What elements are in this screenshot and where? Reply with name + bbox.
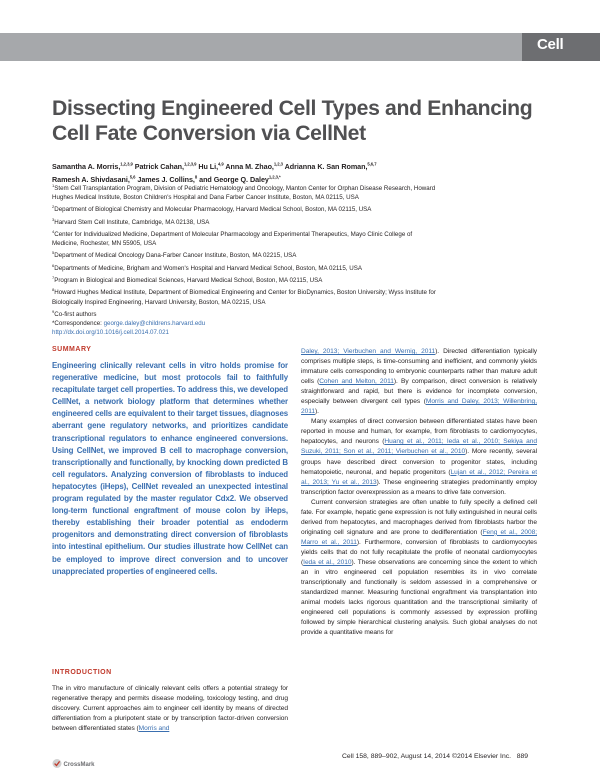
- page-number: 889: [516, 753, 529, 760]
- citation-link[interactable]: Morris and Daley, 2013; Willenbring, 2011: [301, 398, 537, 416]
- affiliations: [52, 181, 557, 337]
- citation-link[interactable]: Huang et al., 2011; Ieda et al., 2010; Sekiya and Suzuki, 2011; Son et al., 2011; Vierbuchen et al., 2010: [301, 438, 537, 456]
- footer-citation: [342, 753, 528, 760]
- affiliation-text: Department of Medical Oncology Dana-Farber Cancer Institute, Boston, MA 02215, USA: [54, 252, 297, 260]
- affiliation-number: 2: [52, 204, 55, 210]
- crossmark-text: CrossMark: [63, 762, 95, 768]
- crossmark-icon: [52, 758, 100, 769]
- footer-citation-text: Cell 158, 889–902, August 14, 2014 ©2014 Elsevier Inc.: [342, 753, 512, 760]
- author: [135, 162, 197, 171]
- affiliation-list: [52, 181, 557, 319]
- crossmark-logo[interactable]: [52, 756, 100, 774]
- author: [198, 162, 223, 171]
- affiliation-number: 7: [52, 275, 55, 280]
- author-name: James J. Collins,: [137, 175, 195, 185]
- affiliation-line: [52, 307, 557, 319]
- affiliation-line: [52, 202, 557, 214]
- affiliation-number: 6: [52, 262, 55, 268]
- correspondence-label: *Correspondence:: [52, 320, 104, 327]
- affiliation-text: Medicine, Rochester, MN 55905, USA: [52, 240, 157, 248]
- affiliation-number: 1: [52, 183, 55, 188]
- affiliation-number: 8: [52, 287, 55, 293]
- citation-link[interactable]: Ieda et al., 2010: [303, 558, 352, 566]
- author-name: Samantha A. Morris,: [52, 162, 121, 172]
- affiliation-line: [52, 248, 557, 260]
- affiliation-text: Program in Biological and Biomedical Sciences, Harvard Medical School, Boston, MA 02115, USA: [54, 277, 323, 285]
- summary-heading: SUMMARY: [52, 346, 92, 353]
- intro-citation-link[interactable]: Morris and: [138, 725, 170, 733]
- author-name: Hu Li,: [198, 162, 219, 172]
- citation-link[interactable]: Daley, 2013; Vierbuchen and Wernig, 2011: [301, 348, 436, 355]
- citation-link[interactable]: Feng et al., 2008; Marro et al., 2011: [301, 528, 537, 546]
- paragraph-text: Current conversion strategies are often unable to fully specify a defined cell fate. For example, hepatic gene expression is not fully extinguished in neural cells derived from hepatocytes, and macrophages derived from fibroblasts harbor the originating cell signature and are prone to dedifferentiation (: [301, 498, 537, 536]
- paragraph-text: ). By comparison, direct conversion is relatively straightforward and rapid, but there is evidence for incomplete conversion, especially between divergent cell types (: [301, 378, 537, 406]
- paragraph-text: ). Furthermore, conversion of fibroblasts to cardiomyocytes yields cells that do not fully recapitulate the profile of neonatal cardiomyocytes (: [301, 538, 537, 566]
- correspondence-email-link[interactable]: george.daley@childrens.harvard.edu: [103, 320, 206, 327]
- right-column-text: [301, 347, 537, 638]
- author: [285, 162, 377, 171]
- journal-brand-label: Cell: [537, 36, 564, 53]
- affiliation-line: [52, 298, 557, 307]
- author-affiliation-marks: 8: [194, 174, 198, 180]
- affiliation-number: 4: [52, 229, 55, 234]
- citation-link[interactable]: Lujan et al., 2012; Pereira et al., 2013; Yu et al., 2013: [301, 468, 537, 486]
- intro-body: The in vitro manufacture of clinically relevant cells offers a potential strategy for regenerative therapy and permits disease modeling, toxicology testing, and drug discovery. Current approaches aim to engineer cell identity by means of directed differentiation from a pluripotent state or by transcription factor-driven conversion between differentiated states (: [52, 685, 288, 733]
- summary-text: Engineering clinically relevant cells in vitro holds promise for regenerative medicine, but most protocols fail to faithfully recapitulate target cell properties. To address this, we developed CellNet, a network biology platform that determines whether engineered cells are equivalent to their target tissues, diagnoses aberrant gene regulatory networks, and prioritizes candidate transcriptional regulators to enhance engineered conversions. Using CellNet, we improved B cell to macrophage conversion, transcriptionally and functionally, by knocking down predicted B cell regulators. Analyzing conversion of fibroblasts to induced hepatocytes (iHeps), CellNet revealed an unexpected intestinal program regulated by the master regulator Cdx2. We observed long-term functional engraftment of mouse colon by iHeps, thereby establishing their broader potential as endoderm progenitors and demonstrating direct conversion of fibroblasts into intestinal epithelium. Our studies illustrate how CellNet can be employed to improve direct conversion and to uncover unappreciated properties of engineered cells.: [52, 361, 288, 576]
- affiliation-number: 9: [52, 308, 55, 314]
- author-name: Anna M. Zhao,: [225, 162, 274, 172]
- affiliation-line: [52, 227, 557, 239]
- doi-link[interactable]: http://dx.doi.org/10.1016/j.cell.2014.07.021: [52, 329, 169, 337]
- introduction-heading: INTRODUCTION: [52, 669, 112, 676]
- affiliation-line: [52, 261, 557, 273]
- affiliation-line: [52, 239, 557, 248]
- introduction-text: [52, 684, 288, 734]
- affiliation-text: Biologically Inspired Engineering, Harvard University, Boston, MA 02215, USA: [52, 298, 266, 306]
- affiliation-line: [52, 193, 557, 202]
- doi-row: [52, 328, 557, 337]
- author-affiliation-marks: 4,9: [218, 162, 224, 167]
- affiliation-line: [52, 215, 557, 227]
- right-paragraph-2: [301, 417, 537, 497]
- article-title: Dissecting Engineered Cell Types and Enhancing Cell Fate Conversion via CellNet: [52, 97, 533, 145]
- right-paragraph-3: [301, 498, 537, 639]
- affiliation-text: Stem Cell Transplantation Program, Division of Pediatric Hematology and Oncology, Manton Center for Orphan Disease Research, Howard: [54, 185, 436, 193]
- paragraph-text: ). These engineering strategies predominantly employ transcription factor overexpression as a means to drive fate conversion.: [301, 478, 537, 496]
- affiliation-text: Howard Hughes Medical Institute, Department of Biomedical Engineering and Center for BioDynamics, Boston University; Wyss Institute for: [54, 289, 436, 297]
- author-affiliation-marks: 1,2,3,9: [183, 162, 197, 167]
- citation-link[interactable]: Cohen and Melton, 2011: [319, 378, 394, 386]
- right-paragraph-1: [301, 347, 537, 417]
- affiliation-number: 5: [52, 250, 55, 256]
- correspondence: [52, 319, 557, 328]
- affiliation-text: Harvard Stem Cell Institute, Cambridge, MA 02138, USA: [54, 218, 210, 226]
- paragraph-text: ). Directed differentiation typically comprises multiple steps, is time-consuming and inefficient, and commonly yields immature cells corresponding to embryonic counterparts rather than mature adult cells (: [301, 348, 537, 386]
- paragraph-text: ). More recently, several groups have described direct conversion to progenitor states, including hematopoietic, neuronal, and hepatic progenitors (: [301, 448, 537, 476]
- affiliation-text: Hughes Medical Institute, Boston Children's Hospital and Dana Farber Cancer Institute, Boston, MA 02115, USA: [52, 194, 359, 202]
- author-affiliation-marks: 5,6,7: [367, 162, 377, 167]
- affiliation-text: Department of Biological Chemistry and Molecular Pharmacology, Harvard Medical School, Boston, MA 02115, USA: [54, 206, 372, 214]
- author-affiliation-marks: 5,6: [129, 174, 136, 180]
- affiliation-line: [52, 273, 557, 285]
- paragraph-text: ). These observations are concerning since the extent to which an in vitro engineered cell population resembles its in vivo correlate transcriptionally and functionally is seldom assessed in a comprehensive or standardized manner. Measuring functional engraftment via transplantation into animal models lacks rigorous quantitation and the transcriptional similarity of engineered cell populations is commonly assessed by expression profiling followed by simple hierarchical clustering analysis. Such global analyses do not provide a quantitative means for: [301, 558, 537, 637]
- author-name: Ramesh A. Shivdasani,: [52, 175, 130, 185]
- affiliation-line: [52, 285, 557, 297]
- paragraph-text: ).: [314, 408, 319, 416]
- author-affiliation-marks: 1,2,3,9: [120, 162, 133, 167]
- affiliation-line: [52, 181, 557, 193]
- author: [52, 162, 133, 171]
- author-name: Adrianna K. San Roman,: [284, 162, 368, 172]
- affiliation-text: Departments of Medicine, Brigham and Women's Hospital and Harvard Medical School, Boston, MA 02115, USA: [54, 264, 362, 272]
- journal-header-band: [0, 33, 600, 61]
- affiliation-text: Co-first authors: [54, 310, 97, 318]
- author-affiliation-marks: 1,2,3: [273, 162, 283, 167]
- author: [225, 162, 283, 171]
- paragraph-text: Many examples of direct conversion between differentiated states have been reported in mouse and human, for example, from fibroblasts to cardiomyocytes, hepatocytes, and neurons (: [301, 418, 537, 446]
- affiliation-text: Center for Individualized Medicine, Department of Molecular Pharmacology and Experimental Therapeutics, Mayo Clinic College of: [54, 231, 413, 239]
- author-name: Patrick Cahan,: [134, 162, 184, 172]
- affiliation-number: 3: [52, 216, 55, 222]
- author-name: and George Q. Daley: [199, 175, 269, 185]
- author-affiliation-marks: 1,2,3,*: [268, 174, 281, 180]
